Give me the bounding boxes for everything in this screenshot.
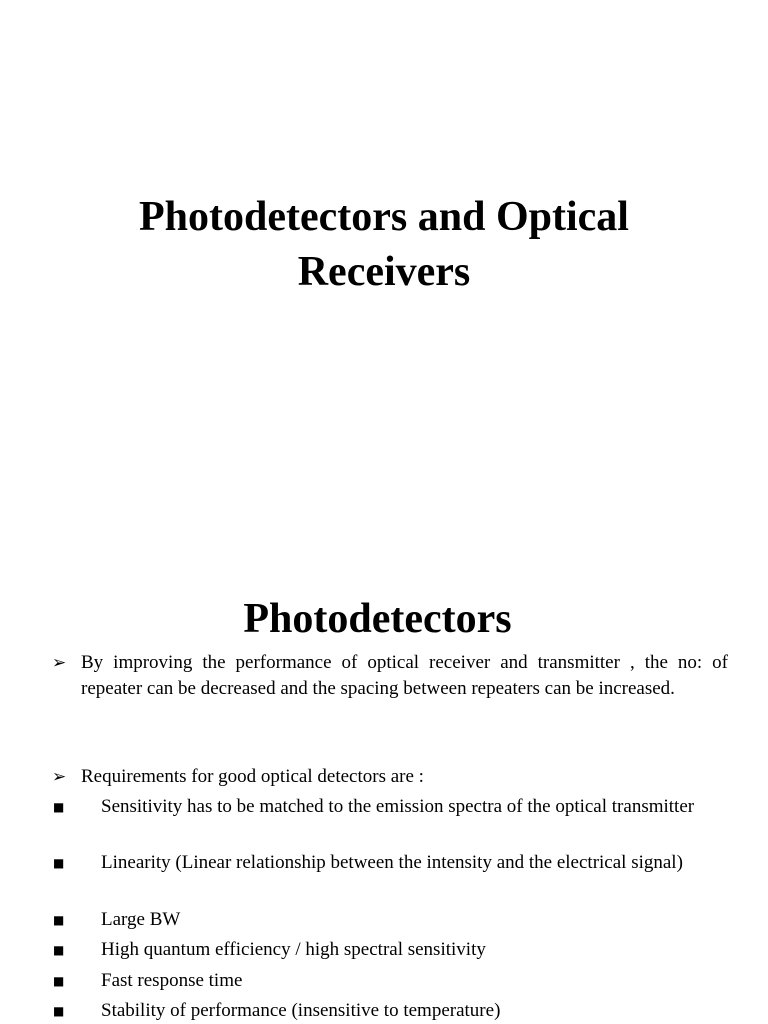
square-bullet-icon: ■: [53, 1004, 65, 1018]
requirement-text: Fast response time: [101, 970, 243, 991]
bullet-text: By improving the performance of optical receiver and transmitter , the no: of repeater can be decreased and the spacing between repeaters can be increased.: [81, 652, 728, 699]
requirement-item: [53, 850, 728, 876]
page-title-line-1: Photodetectors and Optical: [139, 194, 629, 240]
requirement-text: Large BW: [101, 909, 181, 930]
square-bullet-icon: ■: [53, 943, 65, 957]
square-bullet-icon: ■: [53, 974, 65, 988]
requirement-item: [53, 794, 728, 820]
arrow-bullet-icon: ➢: [52, 653, 67, 673]
requirement-text: Sensitivity has to be matched to the emission spectra of the optical transmitter: [101, 796, 695, 817]
page-title-line-2: Receivers: [297, 249, 471, 295]
arrow-bullet-icon: ➢: [52, 767, 67, 787]
requirement-text: High quantum efficiency / high spectral sensitivity: [101, 939, 486, 960]
requirement-text: Linearity (Linear relationship between the intensity and the electrical signal): [101, 852, 683, 873]
bullet-item-repeaters: [52, 650, 728, 702]
bullet-item-requirements: [52, 764, 728, 790]
requirement-item: [53, 907, 728, 933]
square-bullet-icon: ■: [53, 913, 65, 927]
requirement-item: [53, 998, 728, 1024]
page-title: [60, 190, 708, 300]
square-bullet-icon: ■: [53, 800, 65, 814]
requirement-text: Stability of performance (insensitive to temperature): [101, 1000, 501, 1021]
square-bullet-icon: ■: [53, 856, 65, 870]
requirement-item: [53, 937, 728, 963]
slide-photodetectors: [0, 512, 768, 1024]
bullet-text: Requirements for good optical detectors are :: [81, 766, 424, 787]
requirement-item: [53, 968, 728, 994]
section-title: Photodetectors: [243, 596, 512, 642]
